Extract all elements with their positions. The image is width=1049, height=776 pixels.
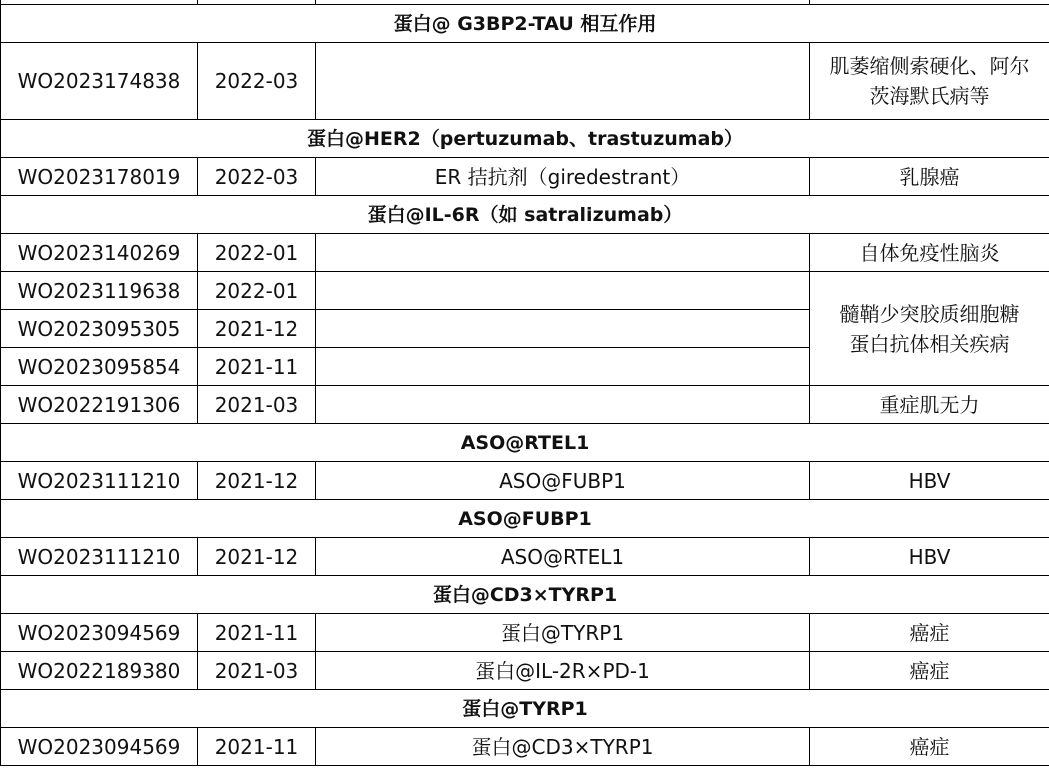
priority-date: 2021-03	[198, 386, 316, 424]
table-row	[1, 272, 1049, 310]
patent-number: WO2023094569	[1, 728, 198, 766]
table-row	[1, 538, 1049, 576]
patent-number: WO2023140269	[1, 234, 198, 272]
indication-line: 茨海默氏病等	[869, 84, 990, 108]
indication-cell: 乳腺癌	[810, 158, 1049, 196]
indication-line: 髓鞘少突胶质细胞糖	[839, 301, 1020, 326]
indication-cell: HBV	[810, 538, 1049, 576]
table-row	[1, 652, 1049, 690]
priority-date: 2021-12	[198, 310, 316, 348]
section-title: 蛋白@ G3BP2-TAU 相互作用	[1, 5, 1049, 43]
indication-cell: HBV	[810, 462, 1049, 500]
indication-line: 蛋白抗体相关疾病	[849, 331, 1010, 356]
patent-number: WO2023095854	[1, 348, 198, 386]
patent-number: WO2023111210	[1, 462, 198, 500]
priority-date: 2021-11	[198, 348, 316, 386]
combination-cell	[316, 310, 810, 348]
priority-date: 2021-12	[198, 538, 316, 576]
indication-line: 肌萎缩侧索硬化、阿尔	[829, 54, 1030, 78]
indication-cell	[810, 43, 1049, 120]
priority-date: 2021-12	[198, 462, 316, 500]
section-title: 蛋白@CD3×TYRP1	[1, 576, 1049, 614]
priority-date: 2021-03	[198, 652, 316, 690]
section-title: ASO@RTEL1	[1, 424, 1049, 462]
indication-cell: 自体免疫性脑炎	[810, 234, 1049, 272]
indication-cell: 重症肌无力	[810, 386, 1049, 424]
priority-date: 2021-11	[198, 728, 316, 766]
section-header-row	[1, 690, 1049, 728]
priority-date: 2022-03	[198, 158, 316, 196]
section-header-row	[1, 120, 1049, 158]
combination-cell	[316, 272, 810, 310]
section-title: 蛋白@HER2（pertuzumab、trastuzumab）	[1, 120, 1049, 158]
patent-number: WO2023119638	[1, 272, 198, 310]
section-title: 蛋白@IL-6R（如 satralizumab）	[1, 196, 1049, 234]
patent-number: WO2023094569	[1, 614, 198, 652]
section-title: 蛋白@TYRP1	[1, 690, 1049, 728]
priority-date: 2021-11	[198, 614, 316, 652]
section-header-row	[1, 500, 1049, 538]
indication-cell-merged	[810, 272, 1049, 386]
combination-cell: ER 拮抗剂（giredestrant）	[316, 158, 810, 196]
section-header-row	[1, 424, 1049, 462]
patent-number: WO2023178019	[1, 158, 198, 196]
section-header-row	[1, 196, 1049, 234]
patent-number: WO2023095305	[1, 310, 198, 348]
combination-cell	[316, 386, 810, 424]
combination-cell	[316, 348, 810, 386]
table-row	[1, 43, 1049, 120]
patent-number: WO2022191306	[1, 386, 198, 424]
priority-date: 2022-01	[198, 272, 316, 310]
table-row	[1, 462, 1049, 500]
combination-cell: 蛋白@CD3×TYRP1	[316, 728, 810, 766]
table-row	[1, 234, 1049, 272]
table-row	[1, 614, 1049, 652]
table-row	[1, 728, 1049, 766]
indication-cell: 癌症	[810, 652, 1049, 690]
section-header-row	[1, 576, 1049, 614]
patent-number: WO2022189380	[1, 652, 198, 690]
indication-cell: 癌症	[810, 728, 1049, 766]
combination-cell: 蛋白@TYRP1	[316, 614, 810, 652]
combination-cell	[316, 234, 810, 272]
combination-cell: 蛋白@IL-2R×PD-1	[316, 652, 810, 690]
patent-number: WO2023174838	[1, 43, 198, 120]
patent-number: WO2023111210	[1, 538, 198, 576]
combination-cell: ASO@RTEL1	[316, 538, 810, 576]
priority-date: 2022-03	[198, 43, 316, 120]
priority-date: 2022-01	[198, 234, 316, 272]
table-row	[1, 386, 1049, 424]
section-title: ASO@FUBP1	[1, 500, 1049, 538]
indication-cell: 癌症	[810, 614, 1049, 652]
section-header-row	[1, 5, 1049, 43]
combination-cell	[316, 43, 810, 120]
table-row	[1, 158, 1049, 196]
combination-cell: ASO@FUBP1	[316, 462, 810, 500]
